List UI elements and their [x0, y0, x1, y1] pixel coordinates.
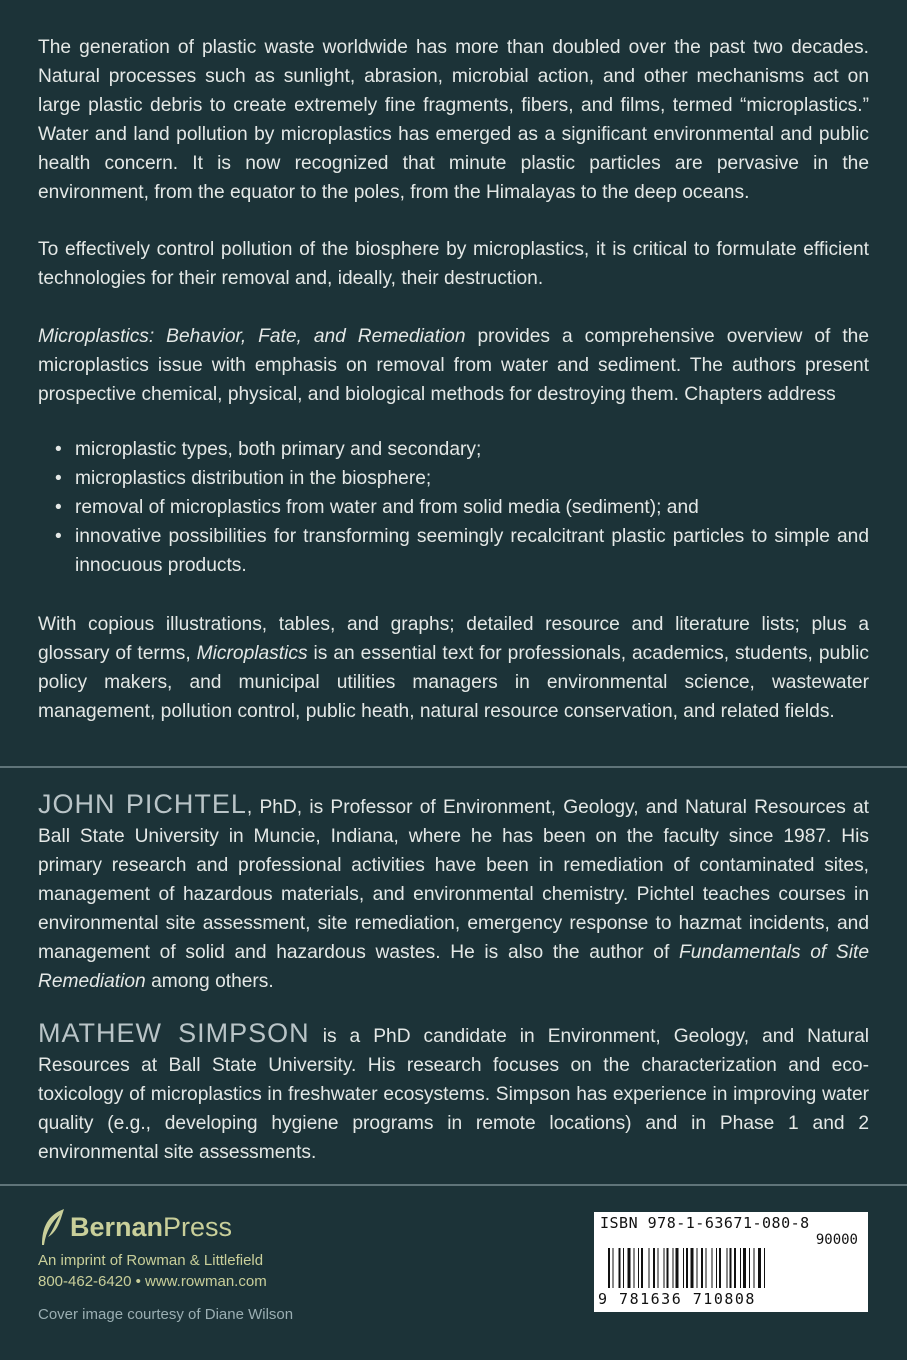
barcode-bar [701, 1248, 703, 1288]
audience-paragraph [38, 610, 869, 726]
list-item-text: removal of microplastics from water and from solid media (sediment); and [75, 497, 699, 518]
section-divider [0, 766, 907, 768]
leaf-icon [38, 1207, 66, 1247]
price-code: 90000 [815, 1232, 858, 1248]
barcode-bar [719, 1248, 721, 1288]
barcode-bar [664, 1248, 665, 1288]
bullet-icon: • [55, 439, 62, 460]
barcode-bar [712, 1248, 713, 1288]
intro-paragraph: The generation of plastic waste worldwide has more than doubled over the past two decades. Natural processes such as sunlight, abrasion, microbial action, and other mechanisms act on large plastic debris to create extremely fine fragments, fibers, and films, termed “microplastics.” Water and land pollution by microplastics has emerged as a significant environmental and public health concern. It is now recognized that minute plastic particles are pervasive in the environment, from the equator to the poles, from the Himalayas to the deep oceans. [38, 37, 869, 203]
barcode-bar [740, 1248, 741, 1288]
barcode-bar [697, 1248, 698, 1288]
barcode-bars [608, 1248, 854, 1290]
bullet-icon: • [55, 526, 62, 547]
other-book-title-italic: Fundamentals of Site Remediation [38, 942, 869, 992]
list-item-text: microplastics distribution in the biosphere; [75, 468, 432, 489]
author-bio-text: , PhD, is Professor of Environment, Geology, and Natural Resources at Ball State University in Muncie, Indiana, where he has been on the faculty since 1987. His primary research and professional activities have been in remediation of contaminated sites, management of hazardous materials, and environmental chemistry. Pichtel teaches courses in environmental site assessment, site remediation, emergency response to hazmat incidents, and management of solid and hazardous wastes. He is also the author of [38, 797, 870, 963]
barcode-bar [628, 1248, 631, 1288]
barcode-bar [764, 1248, 765, 1288]
barcode-bar [634, 1248, 635, 1288]
list-item [55, 435, 869, 464]
author-bio-simpson [38, 1019, 869, 1167]
section-divider [0, 1184, 907, 1186]
isbn-number: ISBN 978-1-63671-080-8 [600, 1214, 810, 1232]
barcode-bar [730, 1248, 732, 1288]
overview-text: provides a comprehensive overview of the microplastics issue with emphasis on removal from water and sediment. The authors present prospective chemical, physical, and biological methods for destroying them. Chapters address [38, 326, 870, 405]
list-item [55, 522, 869, 580]
barcode-bar [683, 1248, 684, 1288]
barcode-bar [734, 1248, 736, 1288]
author-bio-text: is a PhD candidate in Environment, Geology, and Natural Resources at Ball State University. His research focuses on the characterization and ecotoxicology of microplastics in freshwater ecosystems. Simpson has experience in improving water quality (e.g., developing hygiene programs in remote locations) and in Phase 1 and 2 environmental site assessments. [38, 1026, 869, 1163]
list-item-text: innovative possibilities for transforming seemingly recalcitrant plastic particles to simple and innocuous products. [75, 526, 869, 576]
barcode-bar [667, 1248, 669, 1288]
audience-text-b: is an essential text for professionals, academics, students, public policy makers, and municipal utilities managers in environmental science, wastewater management, pollution control, public heath, natural resource conservation, and related fields. [38, 643, 869, 722]
isbn-barcode [594, 1212, 868, 1312]
barcode-bar [673, 1248, 674, 1288]
barcode-bar [608, 1248, 610, 1288]
list-item [55, 493, 869, 522]
barcode-bar [716, 1248, 717, 1288]
barcode-bar [641, 1248, 643, 1288]
publisher-logo [38, 1207, 232, 1247]
barcode-bar [706, 1248, 707, 1288]
overview-paragraph [38, 322, 869, 409]
barcode-bar [686, 1248, 688, 1288]
bullet-icon: • [55, 468, 62, 489]
barcode-bar [613, 1248, 614, 1288]
audience-text-a: With copious illustrations, tables, and graphs; detailed resource and literature lists; plus a glossary of terms, [38, 614, 869, 664]
chapter-list [55, 435, 869, 580]
author-bio-text: among others. [145, 971, 274, 992]
list-item-text: microplastic types, both primary and secondary; [75, 439, 482, 460]
book-title-italic: Microplastics: Behavior, Fate, and Remediation [38, 326, 466, 347]
bullet-icon: • [55, 497, 62, 518]
contact-line: 800-462-6420 • www.rowman.com [38, 1273, 267, 1290]
publisher-name: BernanPress [70, 1211, 233, 1242]
barcode-bar [758, 1248, 761, 1288]
purpose-paragraph: To effectively control pollution of the biosphere by microplastics, it is critical to formulate efficient technologies for their removal and, ideally, their destruction. [38, 239, 869, 289]
barcode-bar [638, 1248, 639, 1288]
author-name: JOHN PICHTEL [38, 789, 247, 819]
cover-credit: Cover image courtesy of Diane Wilson [38, 1306, 294, 1323]
imprint-line: An imprint of Rowman & Littlefield [38, 1252, 264, 1269]
barcode-bar [691, 1248, 694, 1288]
barcode-bar [676, 1248, 679, 1288]
barcode-bar [653, 1248, 655, 1288]
barcode-bar [658, 1248, 659, 1288]
book-title-short-italic: Microplastics [196, 643, 308, 664]
barcode-bar [649, 1248, 650, 1288]
barcode-bar [754, 1248, 755, 1288]
list-item [55, 464, 869, 493]
barcode-bar [727, 1248, 728, 1288]
ean-digits: 9 781636 710808 [598, 1290, 756, 1308]
author-name: MATHEW SIMPSON [38, 1018, 310, 1048]
barcode-bar [743, 1248, 746, 1288]
barcode-bar [623, 1248, 624, 1288]
author-bio-pichtel [38, 790, 869, 996]
barcode-bar [749, 1248, 750, 1288]
barcode-bar [619, 1248, 621, 1288]
